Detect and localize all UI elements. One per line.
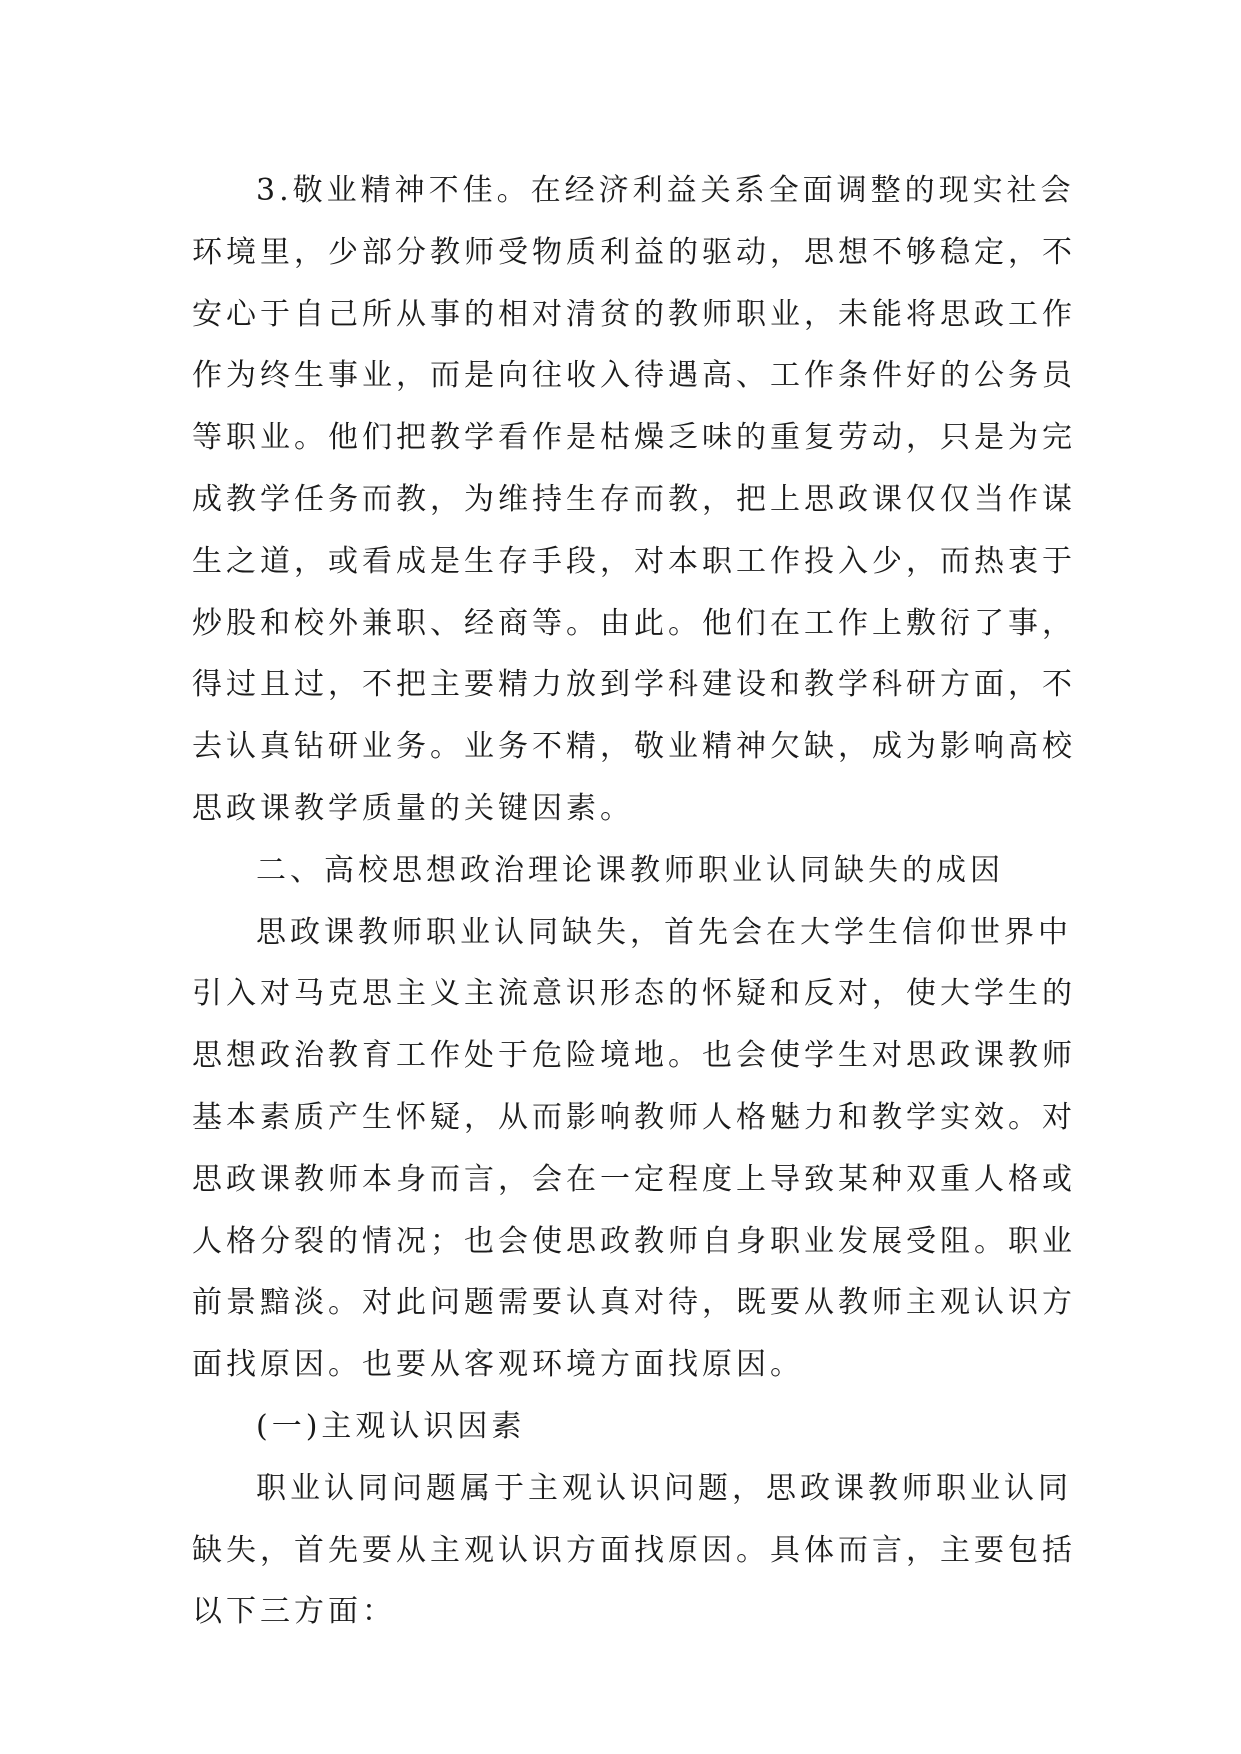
paragraph-line: 缺失，首先要从主观认识方面找原因。具体而言，主要包括 <box>192 1532 1076 1568</box>
subsection-heading: (一)主观认识因素 <box>256 1408 526 1444</box>
paragraph-line: 思想政治教育工作处于危险境地。也会使学生对思政课教师 <box>192 1038 1076 1074</box>
paragraph-line: 基本素质产生怀疑，从而影响教师人格魅力和教学实效。对 <box>192 1099 1076 1135</box>
paragraph-line: 职业认同问题属于主观认识问题，思政课教师职业认同 <box>256 1470 1072 1506</box>
paragraph-line: 生之道，或看成是生存手段，对本职工作投入少，而热衷于 <box>192 543 1076 579</box>
document-body <box>192 160 1076 1643</box>
paragraph-line: 3.敬业精神不佳。在经济利益关系全面调整的现实社会 <box>256 173 1075 208</box>
paragraph-line: 去认真钻研业务。业务不精，敬业精神欠缺，成为影响高校 <box>192 729 1076 765</box>
paragraph-line: 前景黯淡。对此问题需要认真对待，既要从教师主观认识方 <box>192 1285 1076 1321</box>
paragraph-line: 引入对马克思主义主流意识形态的怀疑和反对，使大学生的 <box>192 976 1076 1012</box>
paragraph-line: 思政课教学质量的关键因素。 <box>192 790 634 826</box>
paragraph-line: 环境里，少部分教师受物质利益的驱动，思想不够稳定，不 <box>192 234 1076 270</box>
paragraph-line: 安心于自己所从事的相对清贫的教师职业，未能将思政工作 <box>192 296 1076 332</box>
paragraph-line: 等职业。他们把教学看作是枯燥乏味的重复劳动，只是为完 <box>192 420 1076 456</box>
paragraph-line: 以下三方面： <box>192 1594 396 1630</box>
section-heading: 二、高校思想政治理论课教师职业认同缺失的成因 <box>256 852 1004 888</box>
paragraph-line: 思政课教师职业认同缺失，首先会在大学生信仰世界中 <box>256 914 1072 950</box>
paragraph-line: 炒股和校外兼职、经商等。由此。他们在工作上敷衍了事， <box>192 605 1076 641</box>
paragraph-line: 人格分裂的情况；也会使思政教师自身职业发展受阻。职业 <box>192 1223 1076 1259</box>
paragraph-line: 面找原因。也要从客观环境方面找原因。 <box>192 1347 804 1383</box>
paragraph-line: 作为终生事业，而是向往收入待遇高、工作条件好的公务员 <box>192 358 1076 394</box>
paragraph-line: 成教学任务而教，为维持生存而教，把上思政课仅仅当作谋 <box>192 481 1076 517</box>
paragraph-line: 得过且过，不把主要精力放到学科建设和教学科研方面，不 <box>192 667 1076 703</box>
paragraph-line: 思政课教师本身而言，会在一定程度上导致某种双重人格或 <box>192 1161 1076 1197</box>
